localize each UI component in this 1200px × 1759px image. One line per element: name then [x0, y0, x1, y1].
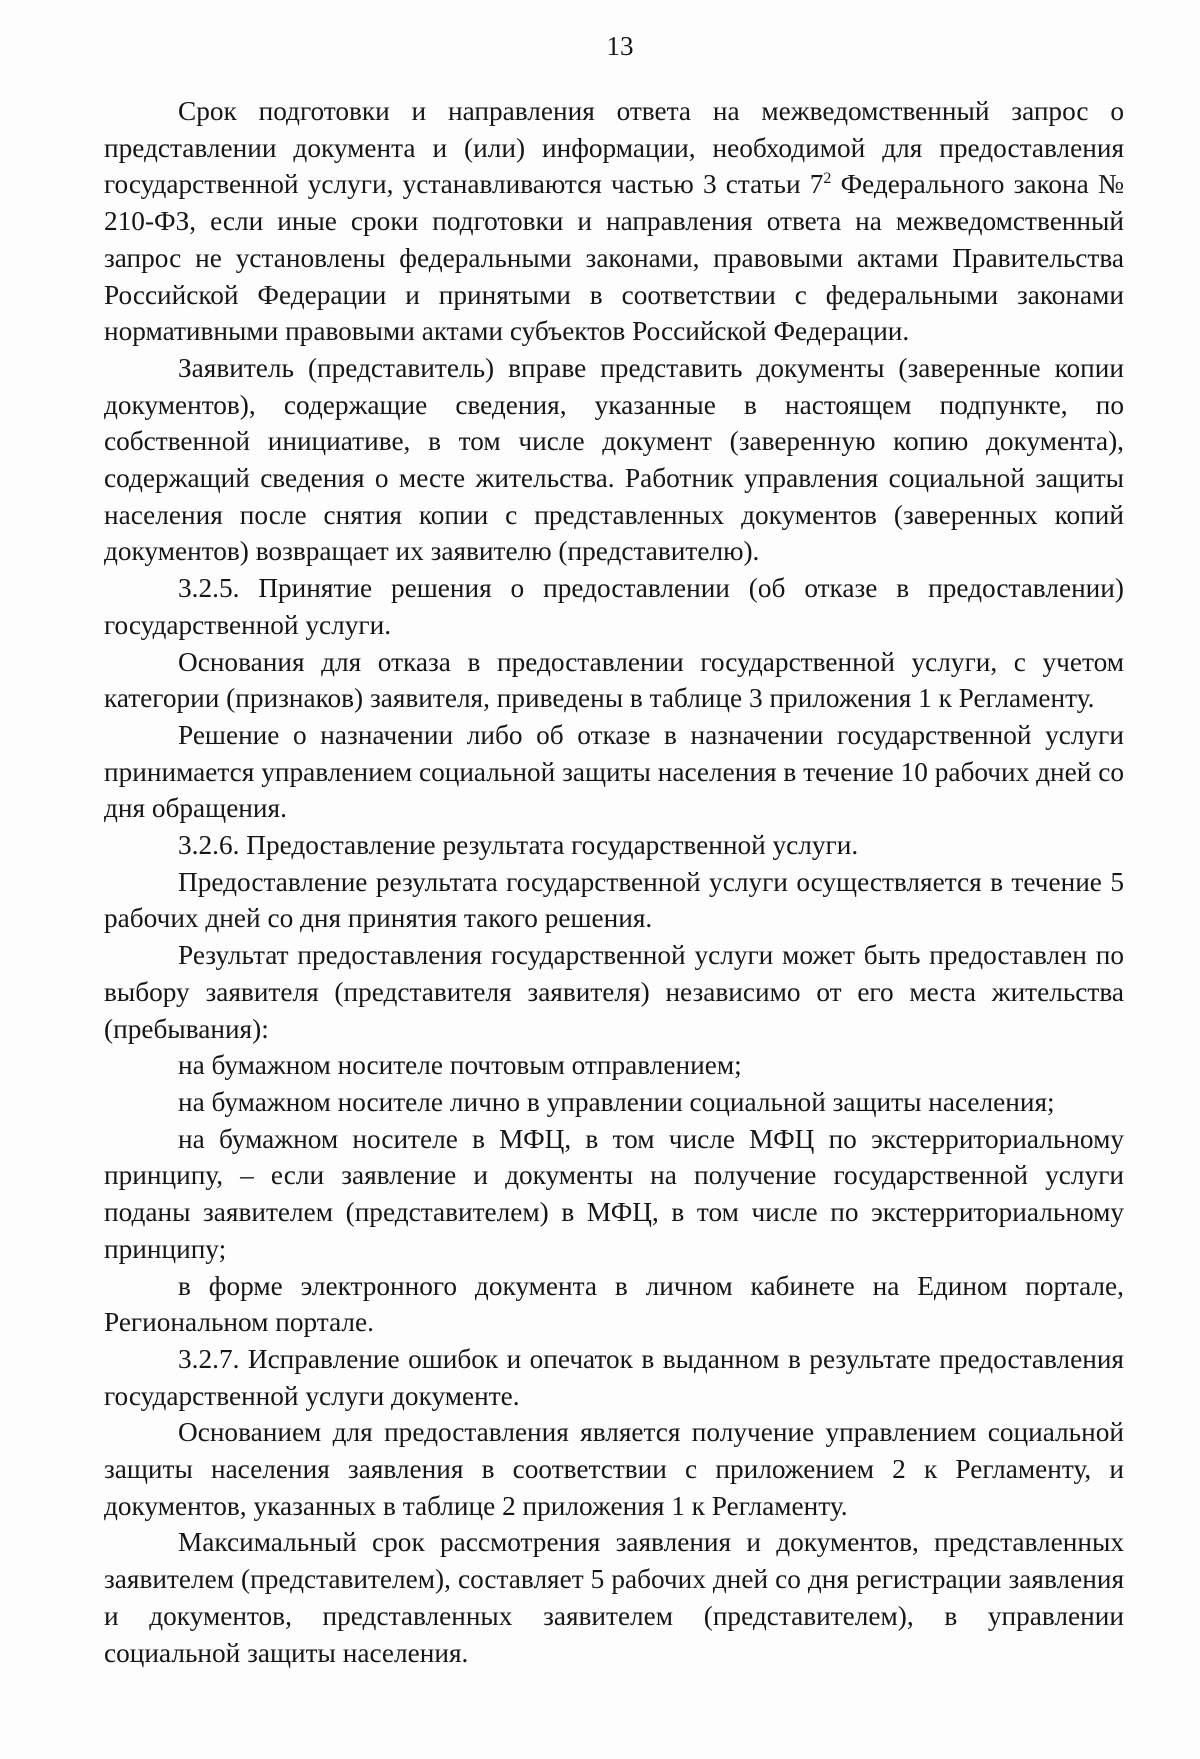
list-item-postal: на бумажном носителе почтовым отправлением; [178, 1050, 742, 1081]
document-body [104, 93, 1124, 1671]
list-item-mfc: на бумажном носителе в МФЦ, в том числе МФЦ по экстерриториальному принципу, – если заявление и документы на получение государственной услуги поданы заявителем (представителем) в МФЦ, в том числе по экстерриториальному принципу; [104, 1123, 1124, 1264]
paragraph-max-review-time: Максимальный срок рассмотрения заявления и документов, представленных заявителем (представителем), составляет 5 рабочих дней со дня регистрации заявления и документов, представленных заявителем (представителем), в управлении социальной защиты населения. [104, 1527, 1124, 1668]
paragraph-text: Срок подготовки и направления ответа на межведомственный запрос о представлении документа и (или) информации, необходимой для предоставления государственной услуги, устанавливаются частью 3 статьи 7 [104, 96, 1124, 200]
superscript: 2 [823, 170, 832, 188]
section-heading-3-2-7: 3.2.7. Исправление ошибок и опечаток в выданном в результате предоставления государственной услуги документе. [104, 1343, 1124, 1411]
paragraph-correction-basis: Основанием для предоставления является получение управлением социальной защиты населения заявления в соответствии с приложением 2 к Регламенту, и документов, указанных в таблице 2 приложения 1 к Регламенту. [104, 1417, 1124, 1521]
paragraph-applicant-right: Заявитель (представитель) вправе представить документы (заверенные копии документов), содержащие сведения, указанные в настоящем подпункте, по собственной инициативе, в том числе документ (заверенную копию документа), содержащий сведения о месте жительства. Работник управления социальной защиты населения после снятия копии с представленных документов (заверенных копий документов) возвращает их заявителю (представителю). [104, 352, 1124, 567]
paragraph-response-deadline [104, 93, 1124, 350]
paragraph-result-timing: Предоставление результата государственной услуги осуществляется в течение 5 рабочих дней со дня принятия такого решения. [104, 866, 1124, 934]
page-number: 13 [606, 31, 634, 61]
paragraph-result-options: Результат предоставления государственной услуги может быть предоставлен по выбору заявителя (представителя заявителя) независимо от его места жительства (пребывания): [104, 940, 1124, 1044]
paragraph-text-continued: Федерального закона № 210-ФЗ, если иные сроки подготовки и направления ответа на межведомственный запрос не установлены федеральными законами, правовыми актами Правительства Российской Федерации и принятыми в соответствии с федеральными законами нормативными правовыми актами субъектов Российской Федерации. [104, 169, 1124, 347]
paragraph-decision: Решение о назначении либо об отказе в назначении государственной услуги принимается управлением социальной защиты населения в течение 10 рабочих дней со дня обращения. [104, 719, 1124, 824]
section-heading-3-2-6: 3.2.6. Предоставление результата государственной услуги. [178, 830, 859, 861]
list-item-in-person: на бумажном носителе лично в управлении социальной защиты населения; [178, 1086, 1055, 1117]
paragraph-refusal-grounds: Основания для отказа в предоставлении государственной услуги, с учетом категории (признаков) заявителя, приведены в таблице 3 приложения 1 к Регламенту. [104, 646, 1124, 714]
section-heading-3-2-5: 3.2.5. Принятие решения о предоставлении (об отказе в предоставлении) государственной услуги. [104, 573, 1124, 640]
list-item-electronic: в форме электронного документа в личном кабинете на Едином портале, Региональном портале. [104, 1270, 1124, 1338]
